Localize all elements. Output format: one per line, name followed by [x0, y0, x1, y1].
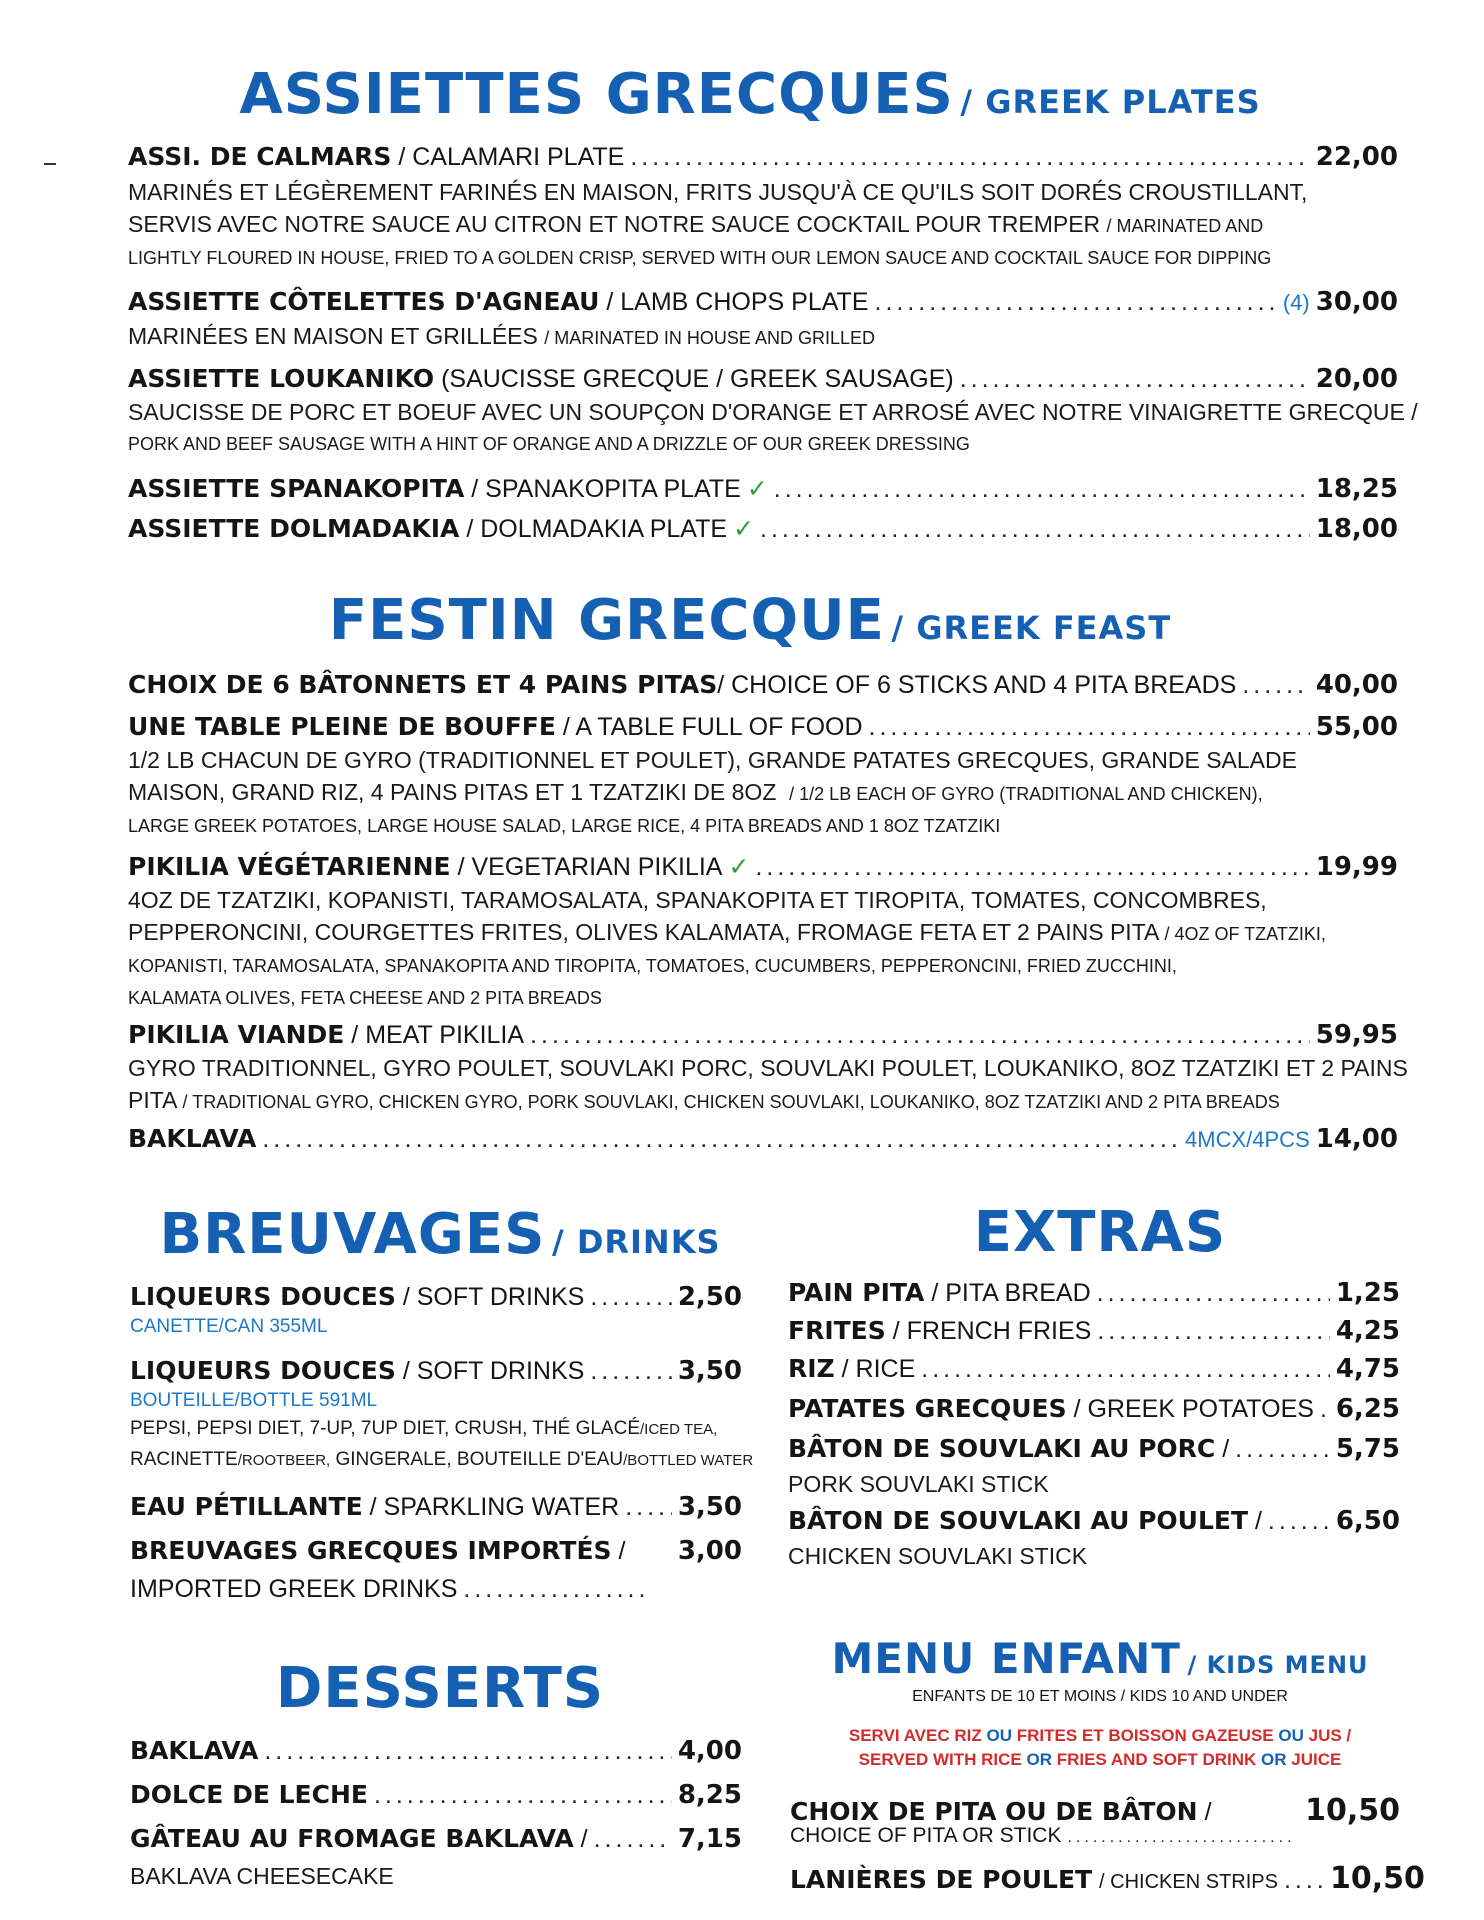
- menu-item: BAKLAVA ..... 4MCX/4PCS 14,00: [128, 1122, 1398, 1157]
- kids-served-with: SERVI AVEC RIZ OU FRITES ET BOISSON GAZEUSE OU JUS / SERVED WITH RICE OR FRIES AND SOFT DRINK OR JUICE: [848, 1726, 1352, 1769]
- kids-menu-title: MENU ENFANT / KIDS MENU: [831, 1634, 1369, 1683]
- menu-item-line2: CHOICE OF PITA OR STICK .....: [790, 1822, 1300, 1852]
- menu-item: CHOIX DE PITA OU DE BÂTON / 10,50: [790, 1793, 1400, 1828]
- item-description: MARINÉES EN MAISON ET GRILLÉES / MARINATED IN HOUSE AND GRILLED: [128, 323, 875, 349]
- item-description: 4OZ DE TZATZIKI, KOPANISTI, TARAMOSALATA, SPANAKOPITA ET TIROPITA, TOMATES, CONCOMBRES, PEPPERONCINI, COURGETTES FRITES, OLIVES KALAMATA, FROMAGE FETA ET 2 PAINS PITA / 4OZ OF TZATZIKI, KOPANISTI, TARAMOSALATA, SPANAKOPITA AND TIROPITA, TOMATOES, CUCUMBERS, PEPPERONCINI, FRIED ZUCCHINI, KALAMATA OLIVES, FETA CHEESE AND 2 PITA BREADS: [128, 887, 1326, 1008]
- item-translation: BAKLAVA CHEESECAKE: [130, 1863, 394, 1889]
- item-description: 1/2 LB CHACUN DE GYRO (TRADITIONNEL ET POULET), GRANDE PATATES GRECQUES, GRANDE SALADE MAISON, GRAND RIZ, 4 PAINS PITAS ET 1 TZATZIKI DE 8OZ / 1/2 LB EACH OF GYRO (TRADITIONAL AND CHICKEN), LARGE GREEK POTATOES, LARGE HOUSE SALAD, LARGE RICE, 4 PITA BREADS AND 1 8OZ TZATZIKI: [128, 747, 1297, 836]
- menu-item: PAIN PITA / PITA BREAD ..... 1,25: [788, 1276, 1400, 1310]
- menu-item: LANIÈRES DE POULET / CHICKEN STRIPS ..... 10,50: [790, 1862, 1400, 1899]
- menu-item: PATATES GRECQUES / GREEK POTATOES ..... 6,25: [788, 1392, 1400, 1426]
- kids-age-note: ENFANTS DE 10 ET MOINS / KIDS 10 AND UNDER: [912, 1688, 1288, 1705]
- menu-item: ASSIETTE CÔTELETTES D'AGNEAU / LAMB CHOPS PLATE ..... (4) 30,00: [128, 285, 1398, 320]
- greek-plates-title: ASSIETTES GRECQUES / GREEK PLATES: [239, 62, 1261, 127]
- menu-item-line2: IMPORTED GREEK DRINKS .....: [130, 1572, 650, 1606]
- item-translation: CHICKEN SOUVLAKI STICK: [788, 1543, 1088, 1569]
- menu-item: LIQUEURS DOUCES / SOFT DRINKS ..... 2,50: [130, 1280, 742, 1314]
- menu-item: BÂTON DE SOUVLAKI AU POULET / ..... 6,50: [788, 1504, 1400, 1538]
- menu-item: RIZ / RICE ..... 4,75: [788, 1352, 1400, 1386]
- menu-item: ASSI. DE CALMARS / CALAMARI PLATE ..... 22,00: [128, 140, 1398, 174]
- item-size: BOUTEILLE/BOTTLE 591ML: [130, 1390, 378, 1411]
- vegetarian-icon: ✓: [746, 475, 768, 503]
- menu-item: BÂTON DE SOUVLAKI AU PORC / ..... 5,75: [788, 1432, 1400, 1466]
- menu-item: UNE TABLE PLEINE DE BOUFFE / A TABLE FULL OF FOOD ..... 55,00: [128, 710, 1398, 744]
- menu-item: DOLCE DE LECHE ..... 8,25: [130, 1778, 742, 1812]
- menu-item: BREUVAGES GRECQUES IMPORTÉS / 3,00: [130, 1536, 742, 1566]
- menu-item: FRITES / FRENCH FRIES ..... 4,25: [788, 1314, 1400, 1348]
- menu-item: LIQUEURS DOUCES / SOFT DRINKS ..... 3,50: [130, 1354, 742, 1388]
- extras-title: EXTRAS: [973, 1200, 1227, 1265]
- item-description: MARINÉS ET LÉGÈREMENT FARINÉS EN MAISON, FRITS JUSQU'À CE QU'ILS SOIT DORÉS CROUSTILLANT, SERVIS AVEC NOTRE SAUCE AU CITRON ET NOTRE SAUCE COCKTAIL POUR TREMPER / MARINATED AND LIGHTLY FLOURED IN HOUSE, FRIED TO A GOLDEN CRISP, SERVED WITH OUR LEMON SAUCE AND COCKTAIL SAUCE FOR DIPPING: [128, 179, 1308, 268]
- item-translation: PORK SOUVLAKI STICK: [788, 1471, 1049, 1497]
- item-size: CANETTE/CAN 355ML: [130, 1316, 328, 1337]
- menu-item: ASSIETTE SPANAKOPITA / SPANAKOPITA PLATE ✓ ..... 18,25: [128, 472, 1398, 506]
- menu-item: ASSIETTE LOUKANIKO (SAUCISSE GRECQUE / GREEK SAUSAGE) ..... 20,00: [128, 362, 1398, 396]
- menu-item: GÂTEAU AU FROMAGE BAKLAVA / ..... 7,15: [130, 1822, 742, 1856]
- menu-item: BAKLAVA ..... 4,00: [130, 1734, 742, 1768]
- vegetarian-icon: ✓: [733, 515, 755, 543]
- item-description: SAUCISSE DE PORC ET BOEUF AVEC UN SOUPÇON D'ORANGE ET ARROSÉ AVEC NOTRE VINAIGRETTE GRECQUE / PORK AND BEEF SAUSAGE WITH A HINT OF ORANGE AND A DRIZZLE OF OUR GREEK DRESSING: [128, 399, 1418, 454]
- vegetarian-icon: ✓: [728, 853, 750, 881]
- item-description: PEPSI, PEPSI DIET, 7-UP, 7UP DIET, CRUSH, THÉ GLACÉ/ICED TEA, RACINETTE/ROOTBEER, GINGERALE, BOUTEILLE D'EAU/BOTTLED WATER: [130, 1418, 754, 1470]
- menu-item: EAU PÉTILLANTE / SPARKLING WATER ..... 3,50: [130, 1490, 742, 1524]
- drinks-title: BREUVAGES / DRINKS: [159, 1202, 721, 1267]
- desserts-title: DESSERTS: [275, 1656, 605, 1721]
- menu-item: CHOIX DE 6 BÂTONNETS ET 4 PAINS PITAS / CHOICE OF 6 STICKS AND 4 PITA BREADS ..... 40,00: [128, 668, 1398, 702]
- menu-item: ASSIETTE DOLMADAKIA / DOLMADAKIA PLATE ✓ ..... 18,00: [128, 512, 1398, 546]
- greek-feast-title: FESTIN GRECQUE / GREEK FEAST: [328, 588, 1172, 653]
- menu-item: PIKILIA VÉGÉTARIENNE / VEGETARIAN PIKILIA ✓ ..... 19,99: [128, 850, 1398, 884]
- item-description: GYRO TRADITIONNEL, GYRO POULET, SOUVLAKI PORC, SOUVLAKI POULET, LOUKANIKO, 8OZ TZATZIKI ET 2 PAINS PITA / TRADITIONAL GYRO, CHICKEN GYRO, PORK SOUVLAKI, CHICKEN SOUVLAKI, LOUKANIKO, 8OZ TZATZIKI AND 2 PITA BREADS: [128, 1055, 1408, 1113]
- edge-mark: [44, 163, 56, 165]
- menu-item: PIKILIA VIANDE / MEAT PIKILIA ..... 59,95: [128, 1018, 1398, 1052]
